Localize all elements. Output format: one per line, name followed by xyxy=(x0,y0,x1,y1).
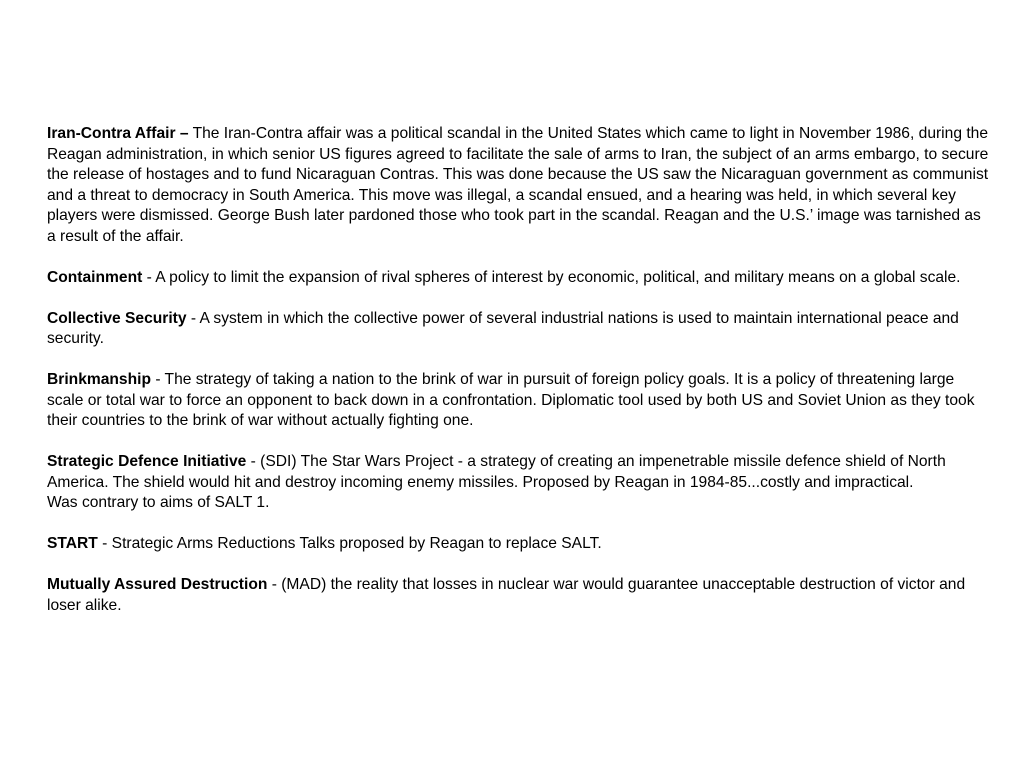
entry-strategic-defence-initiative xyxy=(47,452,992,514)
entry-term: Collective Security xyxy=(47,309,187,327)
entry-definition: - A system in which the collective power of several industrial nations is used to maintain international peace and security. xyxy=(47,309,959,347)
entry-definition: The Iran-Contra affair was a political scandal in the United States which came to light in November 1986, during the Reagan administration, in which senior US figures agreed to facilitate the sale of arms to Iran, the subject of an arms embargo, to secure the release of hostages and to fund Nicaraguan Contras. This was done because the US saw the Nicaraguan government as communist and a threat to democracy in South America. This move was illegal, a scandal ensued, and a hearing was held, in which several key players were dismissed. George Bush later pardoned those who took part in the scandal. Reagan and the U.S.’ image was tarnished as a result of the affair. xyxy=(47,125,989,245)
entry-collective-security xyxy=(47,309,992,350)
entry-definition: - The strategy of taking a nation to the brink of war in pursuit of foreign policy goals. It is a policy of threatening large scale or total war to force an opponent to back down in a confrontation. Diplomatic tool used by both US and Soviet Union as they took their countries to the brink of war without actually fighting one. xyxy=(47,371,975,429)
entry-definition: - (SDI) The Star Wars Project - a strategy of creating an impenetrable missile defence shield of North America. The shield would hit and destroy incoming enemy missiles. Proposed by Reagan in 1984-85...costly and impractical. xyxy=(47,453,946,491)
entry-term: Containment xyxy=(47,268,143,286)
entry-start xyxy=(47,534,992,555)
entry-definition: - A policy to limit the expansion of rival spheres of interest by economic, political, and military means on a global scale. xyxy=(142,268,961,286)
entry-term: Mutually Assured Destruction xyxy=(47,576,268,593)
entry-extra-note: Was contrary to aims of SALT 1. xyxy=(47,494,270,511)
entry-iran-contra-affair xyxy=(47,124,992,247)
entry-term: Iran-Contra Affair – xyxy=(47,125,189,142)
entry-term: Brinkmanship xyxy=(47,371,151,388)
entry-definition: - (MAD) the reality that losses in nuclear war would guarantee unacceptable destruction of victor and loser alike. xyxy=(47,576,966,614)
entry-mutually-assured-destruction xyxy=(47,575,992,616)
entry-containment xyxy=(47,268,992,289)
entry-brinkmanship xyxy=(47,370,992,432)
entry-term: Strategic Defence Initiative xyxy=(47,453,247,470)
glossary-slide xyxy=(47,124,992,637)
entry-definition: - Strategic Arms Reductions Talks proposed by Reagan to replace SALT. xyxy=(97,535,602,552)
entry-term: START xyxy=(47,535,98,552)
